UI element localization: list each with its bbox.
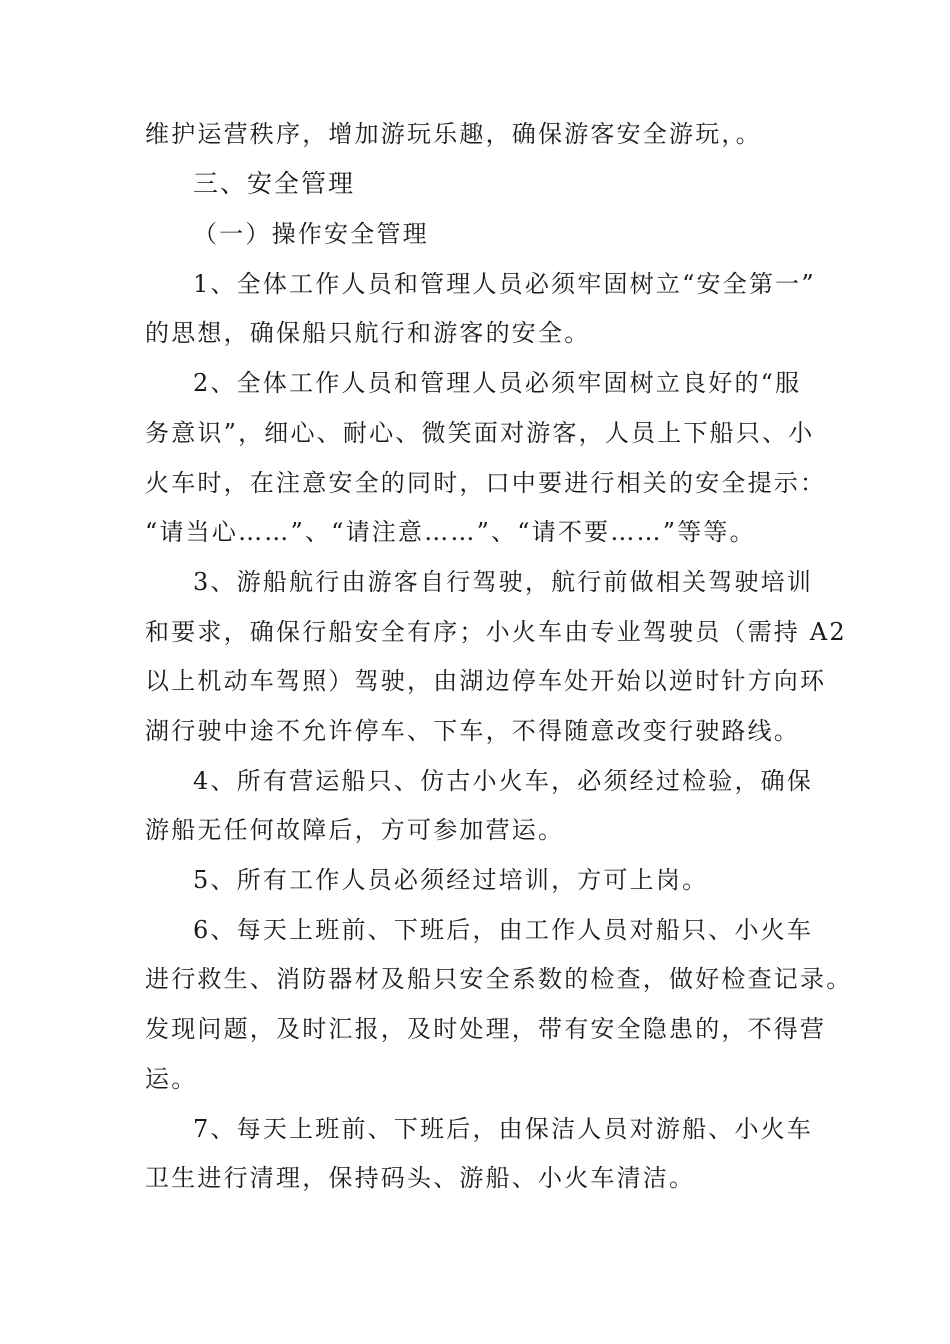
text-line: 4、所有营运船只、仿古小火车，必须经过检验，确保 (193, 767, 814, 795)
text-line: 游船无任何故障后，方可参加营运。 (145, 816, 565, 844)
text-line: 运。 (145, 1065, 198, 1093)
text-line: 1、全体工作人员和管理人员必须牢固树立“安全第一” (193, 270, 816, 298)
text-line: 和要求，确保行船安全有序；小火车由专业驾驶员（需持 A2 (145, 618, 847, 646)
text-line: 火车时，在注意安全的同时，口中要进行相关的安全提示： (145, 469, 827, 497)
text-line: 维护运营秩序，增加游玩乐趣，确保游客安全游玩，。 (145, 120, 762, 148)
text-line: 7、每天上班前、下班后，由保洁人员对游船、小火车 (193, 1115, 814, 1143)
section-heading: 三、安全管理 (193, 169, 356, 198)
text-line: 3、游船航行由游客自行驾驶，航行前做相关驾驶培训 (193, 568, 814, 596)
text-line: 进行救生、消防器材及船只安全系数的检查，做好检查记录。 (145, 965, 853, 993)
text-line: “请当心……”、“请注意……”、“请不要……”等等。 (145, 518, 756, 546)
text-line: 以上机动车驾照）驾驶，由湖边停车处开始以逆时针方向环 (145, 667, 827, 695)
text-line: 2、全体工作人员和管理人员必须牢固树立良好的“服 (193, 369, 802, 397)
text-line: 卫生进行清理，保持码头、游船、小火车清洁。 (145, 1164, 696, 1192)
text-line: 务意识”，细心、耐心、微笑面对游客，人员上下船只、小 (145, 419, 815, 447)
text-line: 发现问题，及时汇报，及时处理，带有安全隐患的，不得营 (145, 1015, 827, 1043)
subsection-heading: （一）操作安全管理 (193, 220, 429, 248)
text-line: 湖行驶中途不允许停车、下车，不得随意改变行驶路线。 (145, 717, 800, 745)
text-line: 的思想，确保船只航行和游客的安全。 (145, 319, 591, 347)
text-line: 5、所有工作人员必须经过培训，方可上岗。 (193, 866, 709, 894)
text-line: 6、每天上班前、下班后，由工作人员对船只、小火车 (193, 916, 814, 944)
